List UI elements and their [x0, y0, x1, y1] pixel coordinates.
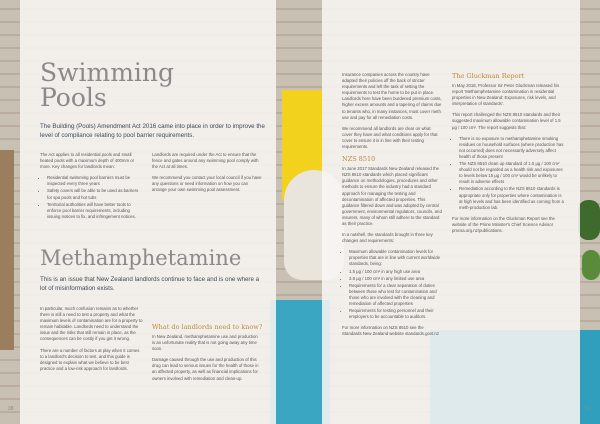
- meth-col1-para2: There are a number of factors at play when it comes to a landlord's decision to test, and this guide is designed to explain what we believe to be best practice and a low-risk approach for landlords.: [40, 347, 140, 371]
- pool-title-line2: Pools: [40, 83, 107, 112]
- list-item: • Residential swimming pool barriers must be inspected every three years: [47, 175, 144, 187]
- meth-col1-para1: In particular, much confusion remains as to whether there is still a need to test a property and what the maximum levels of contamination are for a property to remain habitable. Landlords need to understand the issue and the risks that still remain in place, as the consequences can be costly if you get it wrong.: [40, 306, 143, 342]
- pool-bullet-list: [40, 175, 144, 220]
- pool-col2: [152, 152, 262, 199]
- right-col1: [342, 72, 442, 342]
- page-number-left: 38: [8, 406, 14, 412]
- meth-col2-para2: Damage caused through the use and production of this drug can lead to serious issues for the health of those in an affected property, as well as financial implications for owners involved with remediation and clean-up.: [152, 357, 259, 381]
- list-item: • The NZS 8510 clean up standard of 1.5 μg / 100 cm² should not be regarded as a health risk and exposures to levels below 15 μg / 100 cm² would be unlikely to result in adverse effects: [459, 161, 564, 185]
- pool-intro: The Building (Pools) Amendment Act 2016 came into place in order to improve the level of compliance relating to pool barrier requirements.: [40, 123, 265, 139]
- gluckman-para2: This report challenged the NZS 8510 standards and their suggested maximum allowable contamination level of 1.5 μg / 100 cm². The report suggests that:: [452, 112, 561, 130]
- insurance-para1: Insurance companies across the country have adapted their policies off the back of stricter requirements and left the task of setting the requirements to test the home to be put in place. Landlords here have been burdened premium costs, higher excess amounts and a tapering of claims due to tenants who, in many instances, must cover meth use and pay for all remediation costs.: [342, 72, 442, 120]
- gluckman-para3: For more information on the Gluckman Report see the website of the Prime Minister's Chief Science Advisor pmcsa.org.nz/publications.: [452, 215, 555, 233]
- list-item: • Safety covers will be able to be used as barriers for spa pools and hot tubs: [47, 188, 144, 200]
- right-col2: [452, 72, 564, 239]
- list-item: • Remediation according to the NZS 8510 standards is appropriate only for properties where contamination is at high levels and has been identified as coming from a meth-production lab.: [459, 186, 564, 210]
- meth-intro: This is an issue that New Zealand landlords continue to face and is one where a lot of misinformation exists.: [40, 276, 260, 292]
- insurance-para2: We recommend all landlords are clear on what cover they have and what conditions apply for that cover to ensure it is in line with their testing requirements.: [342, 125, 438, 150]
- nzs-para3: For more information on NZS 8510 see the Standards New Zealand website standards.govt.nz: [342, 325, 439, 337]
- tree-trunk: [0, 150, 14, 350]
- meth-title: Methamphetamine: [40, 246, 242, 270]
- pool-title-line1: Swimming: [40, 58, 175, 87]
- list-item: • Requirements for testing personnel and their employers to be accountable to auditors.: [349, 308, 442, 320]
- list-item: • Territorial authorities will have better tools to enforce pool barrier requirements, including issuing notices to fix, and infringement notices.: [47, 202, 144, 220]
- gluckman-para1: In May 2018, Professor Sir Peter Gluckman released his report 'Methamphetamine contamination in residential properties in New Zealand: Exposures, risk levels, and interpretation of standards'.: [452, 83, 560, 107]
- meth-subtitle: What do landlords need to know?: [152, 323, 263, 331]
- pool-col2-para2: We recommend you contact your local council if you have any questions or need information on how you can arrange your own swimming pool assessment.: [152, 175, 262, 193]
- gluckman-title: The Gluckman Report: [452, 72, 525, 80]
- meth-col2-para1: In New Zealand, methamphetamine use and production is an unfortunate reality that is not going away any time soon.: [152, 334, 258, 352]
- nzs-bullet-list: [342, 249, 442, 320]
- list-item: • Requirements for a clear separation of duties between those who test for contamination and those who are involved with the cleaning and remediation of affected properties: [349, 283, 442, 307]
- list-item: • 3.8 μg / 100 cm² in any limited use area: [349, 276, 442, 282]
- nzs-para2: In a nutshell, the standards brought in three key changes and requirements:: [342, 232, 433, 244]
- pool-col2-para1: Landlords are required under the Act to ensure that the fence and gates around any swimming pool comply with the Act at all times.: [152, 152, 259, 170]
- nzs-title: NZS 8510: [342, 155, 376, 164]
- list-item: • Maximum allowable contamination levels for properties that are in line with current worldwide standards, being:: [349, 249, 442, 267]
- pool-col1-para: The Act applies to all residential pools and small heated pools with a maximum depth of 400mm or more. Key changes for landlords mean:: [40, 152, 135, 170]
- nzs-para1: In June 2017 Standards New Zealand released the NZS 8510 standards which placed significant guidance on methodologies, procedures and other methods to ensure the industry had a standard approach for managing the testing and decontamination of affected properties. This guidance filtered down and was adopted by central government, environmental regulators, councils, and insurers, many of whom still adhere to the standard as their practice.: [342, 166, 442, 226]
- list-item: • 1.5 μg / 100 cm² in any high use area: [349, 269, 442, 275]
- plant-bottom: [582, 250, 600, 280]
- gluckman-bullet-list: [452, 136, 564, 211]
- pool-water-left: [270, 300, 330, 424]
- meth-col2: [152, 334, 262, 387]
- meth-col1: [40, 306, 144, 377]
- list-item: • There is no exposure to methamphetamine smoking residues on household surfaces (where production has not occurred) does not necessarily adversely affect health of those present: [459, 136, 564, 160]
- plant-top: [578, 200, 600, 240]
- page-number-right: 39: [584, 406, 590, 412]
- pool-col1: [40, 152, 144, 225]
